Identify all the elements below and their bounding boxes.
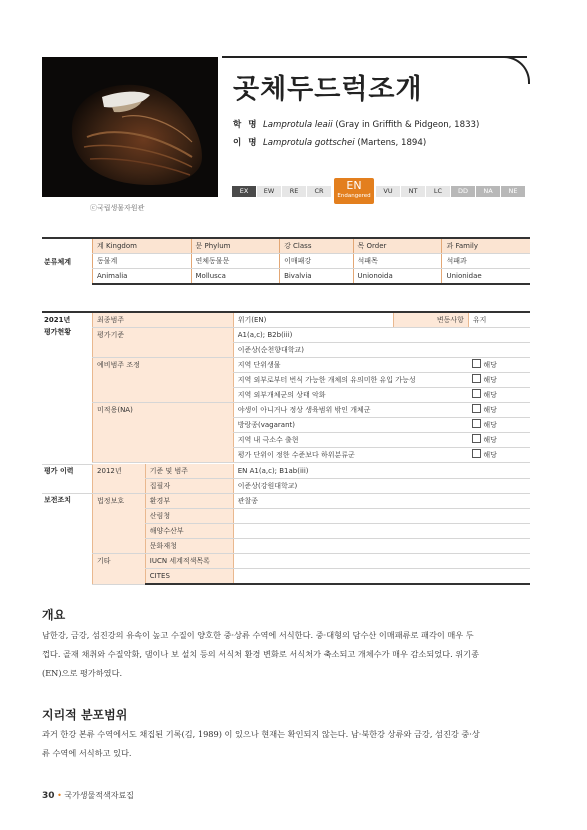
- evaluation-table: [42, 311, 530, 585]
- other-value: [233, 554, 530, 569]
- history-criteria-value: EN A1(a,c); B1ab(iii): [233, 464, 530, 479]
- legal-agency: 문화재청: [145, 539, 233, 554]
- other-value: [233, 569, 530, 585]
- scientific-name-label: 학 명: [233, 120, 259, 130]
- taxonomy-latin: Unionidae: [442, 269, 530, 285]
- scientific-name-row: [233, 118, 479, 130]
- legal-value: [233, 539, 530, 554]
- checkbox-cell[interactable]: 해당: [468, 433, 530, 448]
- taxonomy-kr: 연체동물문: [191, 254, 280, 269]
- checkbox-cell[interactable]: 해당: [468, 418, 530, 433]
- assessor: 이준상(순천향대학교): [233, 343, 530, 358]
- taxonomy-rank: 과 Family: [442, 238, 530, 254]
- synonym-label: 이 명: [233, 138, 259, 148]
- distribution-text: [42, 725, 532, 763]
- taxonomy-rank: 강 Class: [280, 238, 353, 254]
- status-cell-na: NA: [476, 186, 500, 197]
- criteria-label: 평가기준: [93, 328, 234, 358]
- checkbox[interactable]: [472, 419, 481, 428]
- checkbox[interactable]: [472, 449, 481, 458]
- history-writer-label: 집필자: [145, 479, 233, 494]
- na-item: 지역 내 극소수 출현: [233, 433, 468, 448]
- page-footer: [42, 790, 134, 801]
- status-cell-cr: CR: [307, 186, 331, 197]
- legal-value: [233, 509, 530, 524]
- final-category-value: 위기(EN): [233, 312, 393, 328]
- synonym-row: [233, 136, 426, 148]
- taxonomy-latin: Unionoida: [353, 269, 442, 285]
- prelim-item: 지역 외부로부터 번식 가능한 개체의 유의미한 유입 가능성: [233, 373, 468, 388]
- book-title: 국가생물적색자료집: [64, 791, 134, 800]
- taxonomy-latin: Bivalvia: [280, 269, 353, 285]
- legal-agency: 환경부: [145, 494, 233, 509]
- history-label: 평가 이력: [42, 464, 93, 494]
- footer-bullet: •: [57, 791, 62, 800]
- header-rule-curve: [502, 56, 530, 84]
- history-year: 2012년: [93, 464, 146, 494]
- taxonomy-kr: 이매패강: [280, 254, 353, 269]
- overview-heading: 개요: [42, 608, 66, 622]
- checkbox-cell[interactable]: 해당: [468, 448, 530, 463]
- status-cell-ne: NE: [501, 186, 525, 197]
- checkbox[interactable]: [472, 404, 481, 413]
- taxonomy-latin: Mollusca: [191, 269, 280, 285]
- status-current-badge: [334, 178, 374, 204]
- taxonomy-rank: 계 Kingdom: [93, 238, 192, 254]
- page-number: 30: [42, 791, 55, 801]
- prelim-label: 예비범주 조정: [93, 358, 234, 403]
- overview-line: 껍다. 골재 채취와 수질악화, 댐이나 보 설치 등의 서식처 환경 변화로 서식처가 축소되고 개체수가 매우 감소되었다. 위기종: [42, 649, 479, 659]
- taxonomy-latin: Animalia: [93, 269, 192, 285]
- legal-agency: 해양수산부: [145, 524, 233, 539]
- history-criteria-label: 기준 및 범주: [145, 464, 233, 479]
- taxonomy-table: [42, 237, 530, 285]
- na-item: 방랑종(vagarant): [233, 418, 468, 433]
- scientific-name-author: (Gray in Griffith & Pidgeon, 1833): [332, 120, 480, 130]
- na-item: 야생이 아니거나 정상 생육범위 밖인 개체군: [233, 403, 468, 418]
- photo-credit: ⓒ국립생물자원관: [90, 204, 145, 212]
- other-agency: IUCN 세계적색목록: [145, 554, 233, 569]
- synonym-author: (Martens, 1894): [354, 138, 427, 148]
- status-cell-vu: VU: [376, 186, 400, 197]
- checkbox[interactable]: [472, 359, 481, 368]
- legal-agency: 산림청: [145, 509, 233, 524]
- na-item: 평가 단위이 정한 수준보다 하위분류군: [233, 448, 468, 463]
- taxonomy-kr: 석패과: [442, 254, 530, 269]
- taxonomy-kr: 석패목: [353, 254, 442, 269]
- other-agency: CITES: [145, 569, 233, 585]
- overview-line: (EN)으로 평가하였다.: [42, 668, 123, 678]
- status-cell-nt: NT: [401, 186, 425, 197]
- status-current-code: EN: [346, 179, 362, 192]
- na-label: 미적용(NA): [93, 403, 234, 463]
- final-category-label: 최종범주: [93, 312, 234, 328]
- mussel-image: [42, 57, 218, 197]
- legal-value: 관찰종: [233, 494, 530, 509]
- species-photo: [42, 57, 218, 197]
- distribution-line: 류 수역에 서식하고 있다.: [42, 748, 132, 758]
- status-cell-dd: DD: [451, 186, 475, 197]
- synonym-name: Lamprotula gottschei: [263, 138, 355, 148]
- taxonomy-rank: 문 Phylum: [191, 238, 280, 254]
- status-cell-re: RE: [282, 186, 306, 197]
- taxonomy-kr: 동물계: [93, 254, 192, 269]
- scientific-name: Lamprotula leaii: [263, 120, 333, 130]
- distribution-heading: 지리적 분포범위: [42, 708, 128, 722]
- history-writer-value: 이준상(강원대학교): [233, 479, 530, 494]
- criteria-value: A1(a,c); B2b(iii): [233, 328, 530, 343]
- checkbox[interactable]: [472, 374, 481, 383]
- status-cell-ew: EW: [257, 186, 281, 197]
- legal-value: [233, 524, 530, 539]
- checkbox[interactable]: [472, 434, 481, 443]
- overview-text: [42, 626, 532, 683]
- checkbox-cell[interactable]: 해당: [468, 403, 530, 418]
- taxonomy-rank: 목 Order: [353, 238, 442, 254]
- status-cell-ex: EX: [232, 186, 256, 197]
- change-label: 변동사항: [394, 312, 469, 328]
- prelim-item: 지역 단위생물: [233, 358, 468, 373]
- protection-label: 보전조치: [42, 494, 93, 585]
- taxonomy-header: 분류체계: [42, 238, 93, 284]
- overview-line: 남한강, 금강, 섬진강의 유속이 높고 수질이 양호한 중·상류 수역에 서식한다. 중·대형의 담수산 이매패류로 패각이 매우 두: [42, 630, 474, 640]
- checkbox[interactable]: [472, 389, 481, 398]
- species-title: 곳체두드럭조개: [233, 74, 423, 105]
- checkbox-cell[interactable]: 해당: [468, 358, 530, 373]
- red-list-status-scale: [232, 179, 526, 199]
- change-value: 유지: [468, 312, 530, 328]
- other-label: 기타: [93, 554, 146, 585]
- prelim-item: 지역 외부개체군의 상태 악화: [233, 388, 468, 403]
- status-current-label: Endangered: [337, 193, 371, 199]
- header-rule: [222, 56, 527, 58]
- checkbox-cell[interactable]: 해당: [468, 388, 530, 403]
- year-status-label: 2021년 평가현황: [44, 316, 72, 336]
- legal-label: 법정보호: [93, 494, 146, 554]
- checkbox-cell[interactable]: 해당: [468, 373, 530, 388]
- status-cell-lc: LC: [426, 186, 450, 197]
- status-cell-en: [334, 179, 374, 199]
- distribution-line: 과거 한강 본류 수역에서도 채집된 기록(김, 1989) 이 있으나 현재는 확인되지 않는다. 남·북한강 상류와 금강, 섬진강 중·상: [42, 729, 480, 739]
